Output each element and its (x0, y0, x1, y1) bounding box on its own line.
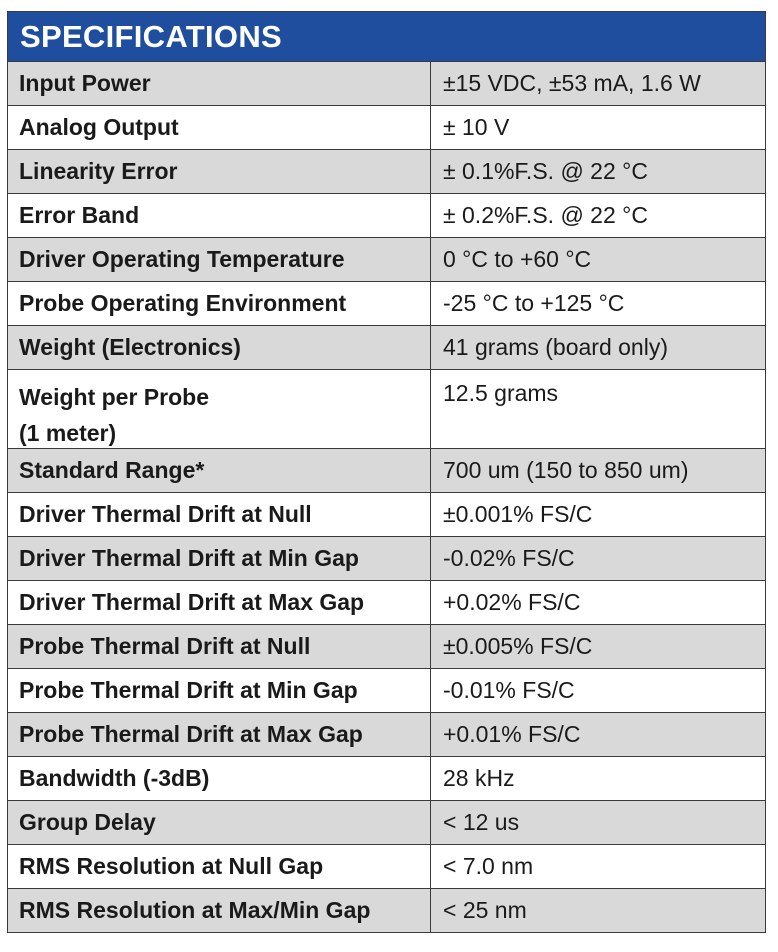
row-label: Weight (Electronics) (8, 326, 431, 369)
row-value: -0.01% FS/C (443, 677, 575, 703)
row-value: < 12 us (443, 809, 520, 835)
row-label: Driver Thermal Drift at Null (8, 493, 431, 536)
row-value: +0.01% FS/C (443, 721, 581, 747)
row-label: Probe Operating Environment (8, 282, 431, 325)
table-row (8, 712, 765, 756)
row-label: Standard Range* (8, 449, 431, 492)
row-label-line2: (1 meter) (19, 420, 117, 446)
row-value: 41 grams (board only) (443, 334, 668, 360)
row-label: Probe Thermal Drift at Max Gap (8, 713, 431, 756)
table-row (8, 536, 765, 580)
table-row (8, 756, 765, 800)
row-label: Linearity Error (8, 150, 431, 193)
row-value: -0.02% FS/C (443, 545, 575, 571)
row-value: ±15 VDC, ±53 mA, 1.6 W (443, 70, 701, 96)
row-label-line1: Weight per Probe (19, 384, 209, 410)
table-row (8, 668, 765, 712)
row-value: 0 °C to +60 °C (443, 246, 592, 272)
row-label: Probe Thermal Drift at Min Gap (8, 669, 431, 712)
table-row (8, 800, 765, 844)
table-row (8, 281, 765, 325)
table-row (8, 492, 765, 536)
table-row (8, 888, 765, 932)
row-label: RMS Resolution at Max/Min Gap (8, 889, 431, 932)
row-value: -25 °C to +125 °C (443, 290, 625, 316)
row-value: ±0.005% FS/C (443, 633, 593, 659)
row-value: ±0.001% FS/C (443, 501, 593, 527)
table-row (8, 844, 765, 888)
row-value: 700 um (150 to 850 um) (443, 457, 689, 483)
table-row (8, 61, 765, 105)
row-value: < 7.0 nm (443, 853, 534, 879)
row-value: ± 10 V (443, 114, 510, 140)
row-value: ± 0.2%F.S. @ 22 °C (443, 202, 648, 228)
row-label: Driver Thermal Drift at Min Gap (8, 537, 431, 580)
table-row (8, 624, 765, 668)
row-label: Driver Thermal Drift at Max Gap (8, 581, 431, 624)
table-row (8, 580, 765, 624)
row-value: ± 0.1%F.S. @ 22 °C (443, 158, 648, 184)
row-value: +0.02% FS/C (443, 589, 581, 615)
row-label (8, 370, 431, 448)
specifications-table (7, 11, 766, 933)
row-label: Error Band (8, 194, 431, 237)
row-label: Analog Output (8, 106, 431, 149)
table-row (8, 149, 765, 193)
row-label: Driver Operating Temperature (8, 238, 431, 281)
row-label: Input Power (8, 62, 431, 105)
table-row (8, 448, 765, 492)
table-row (8, 325, 765, 369)
row-label: Group Delay (8, 801, 431, 844)
row-value: 12.5 grams (443, 380, 559, 406)
row-label: RMS Resolution at Null Gap (8, 845, 431, 888)
row-value: 28 kHz (443, 765, 515, 791)
table-row (8, 369, 765, 448)
table-row (8, 237, 765, 281)
table-row (8, 105, 765, 149)
table-row (8, 193, 765, 237)
table-title: SPECIFICATIONS (8, 12, 765, 61)
row-label: Probe Thermal Drift at Null (8, 625, 431, 668)
row-value: < 25 nm (443, 897, 527, 923)
row-label: Bandwidth (-3dB) (8, 757, 431, 800)
